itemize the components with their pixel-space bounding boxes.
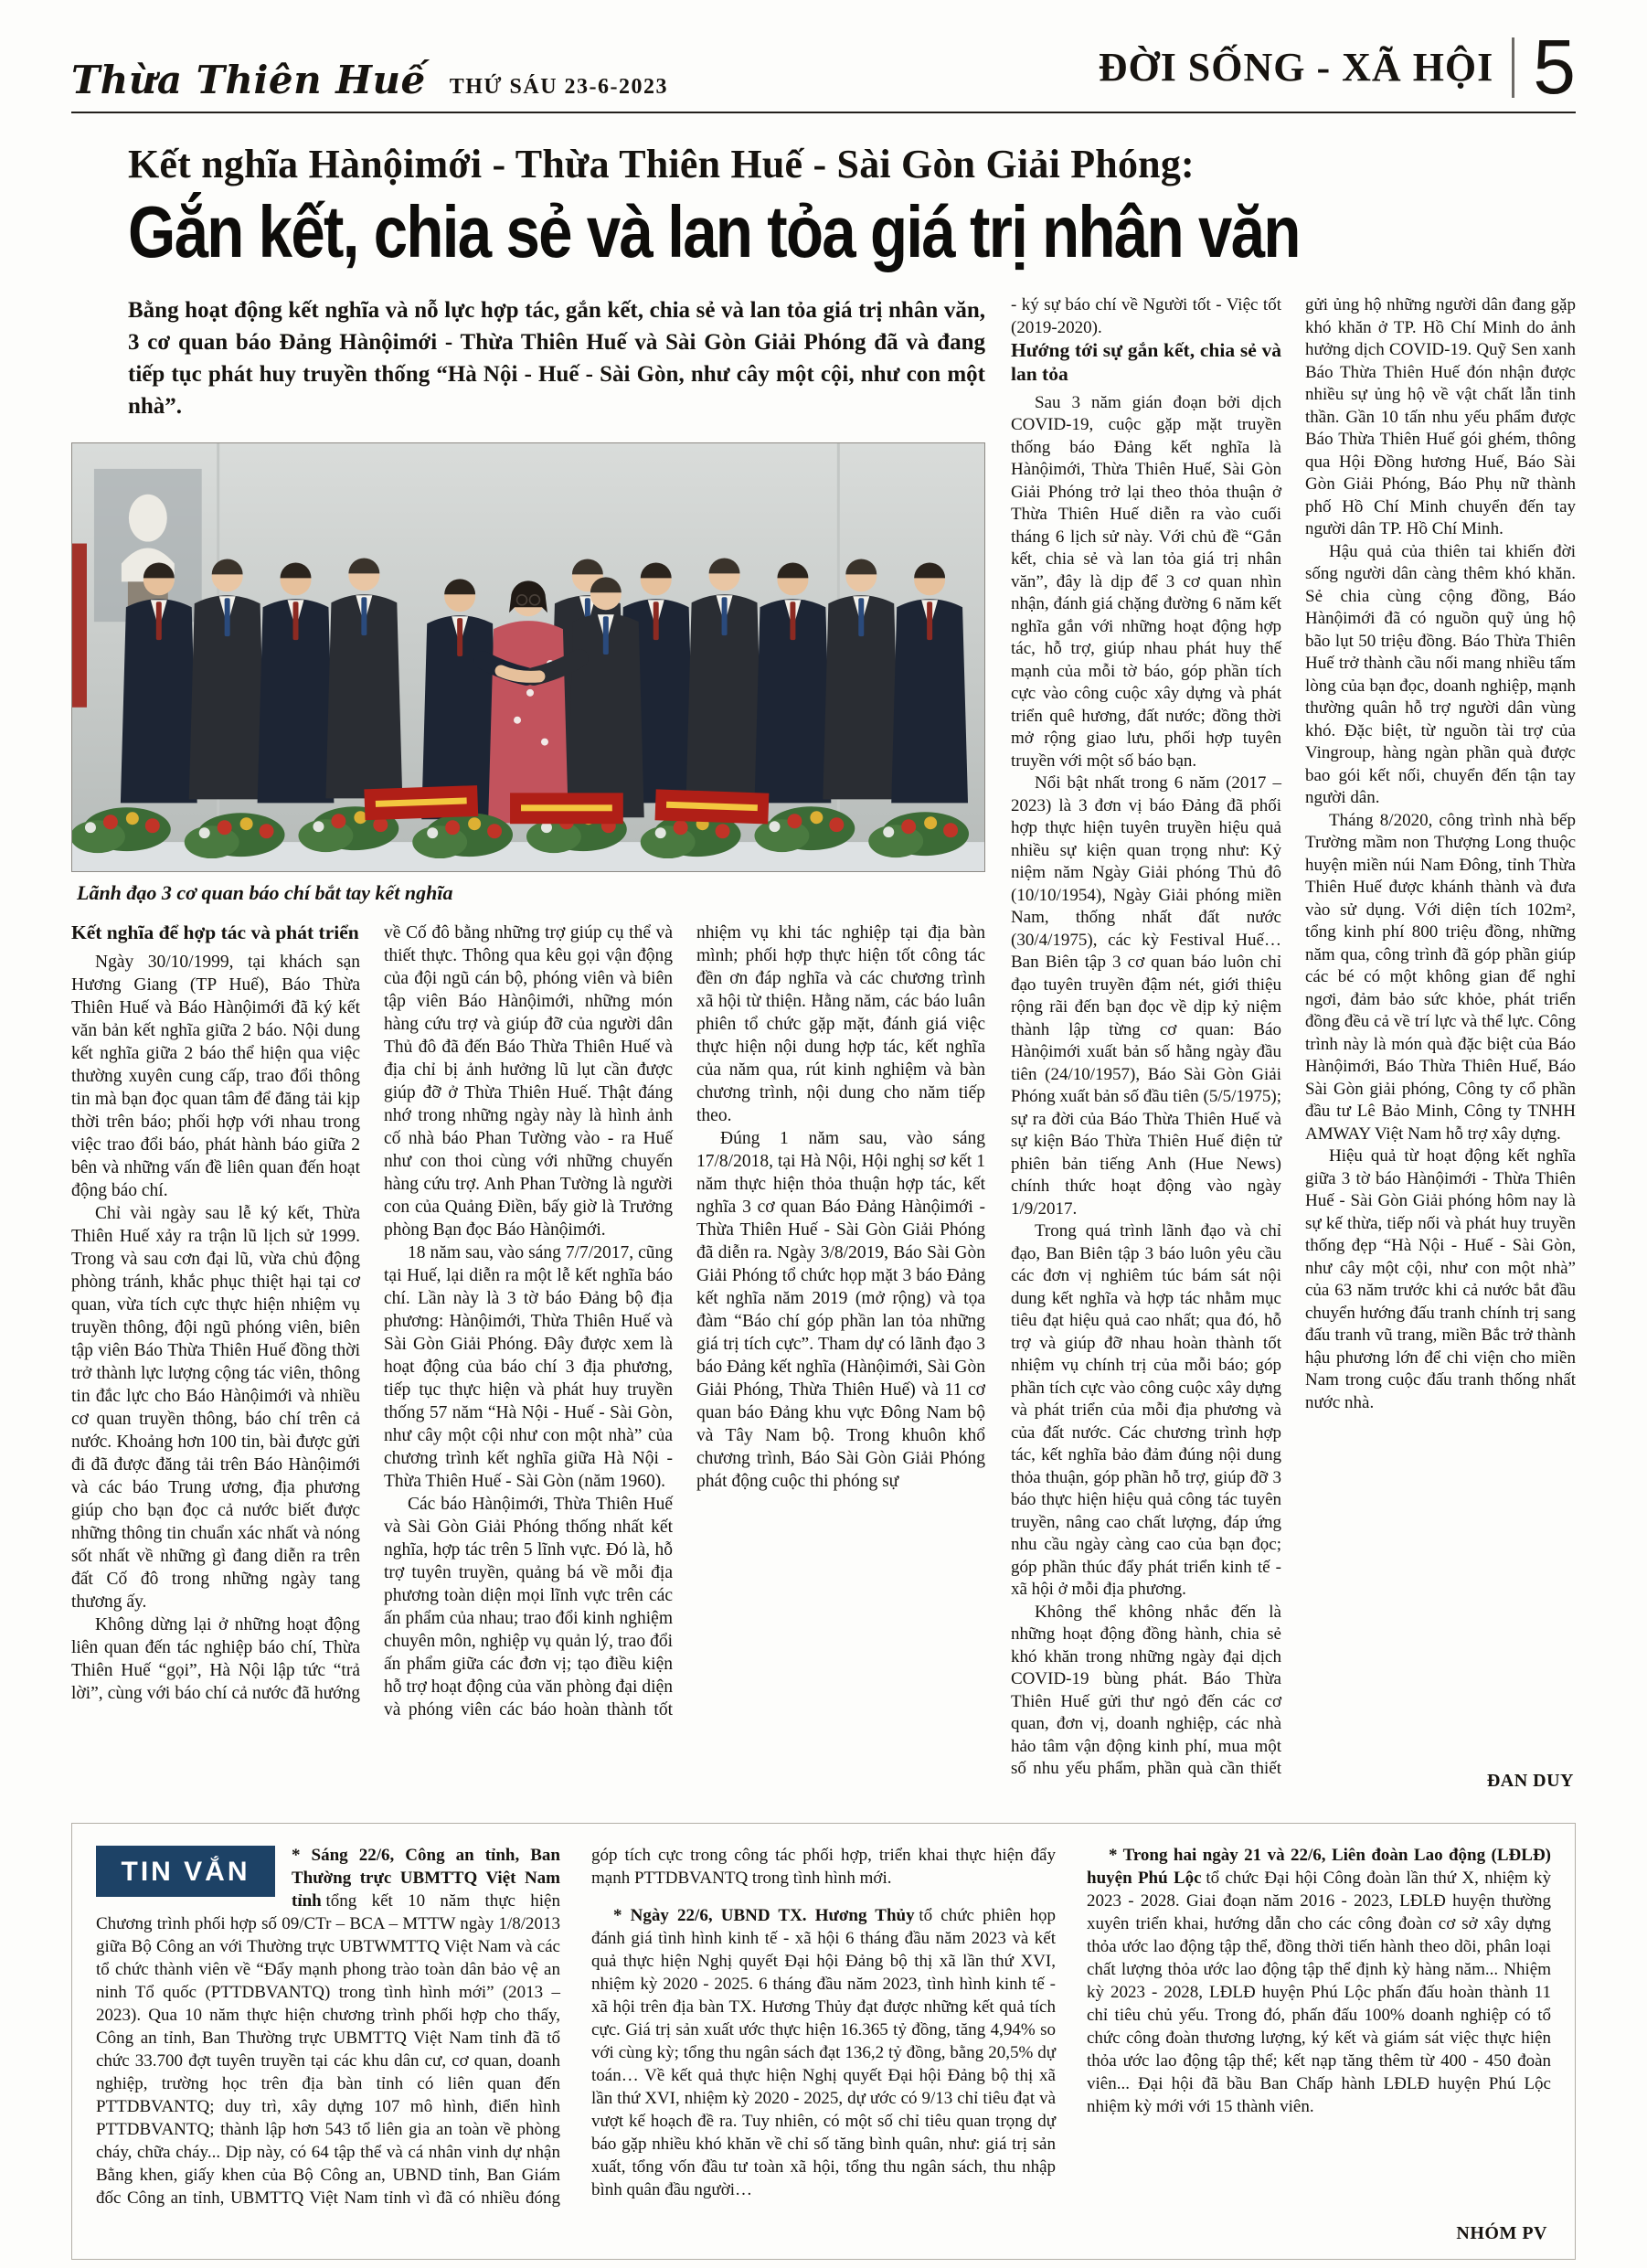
article-body-right-text (1011, 294, 1576, 1792)
newspaper-logo: Thừa Thiên Huế (71, 57, 426, 102)
subhead-right: Hướng tới sự gắn kết, chia sẻ và lan tỏa (1011, 339, 1281, 385)
paragraph: Các báo Hànộimới, Thừa Thiên Huế và Sài Gòn Giải Phóng thống nhất kết nghĩa, hợp tác trên 5 lĩnh vực. Đó là, hỗ trợ tuyên truyền, quảng bá về mỗi địa phương toàn diện mọi lĩnh vực trên các ấn phẩm của nhau; trao đổi kinh nghiệm chuyên môn, nghiệp vụ quản lý, trao đổi ấn phẩm giữa các đơn vị; tạo điều kiện hỗ trợ hoạt động của văn phòng đại diện và phóng viên các báo hoàn thành tốt nhiệm vụ khi tác nghiệp tại địa bàn mình; phối hợp thực hiện tốt công tác đền ơn đáp nghĩa và các chương trình xã hội từ thiện. Hằng năm, các báo luân phiên tổ chức gặp mặt, đánh giá việc thực hiện nội dung hợp tác, kết nghĩa của năm qua, rút kinh nghiệm và bàn chương trình, nội dung cho năm tiếp theo. (384, 923, 985, 1720)
paragraph: Nổi bật nhất trong 6 năm (2017 – 2023) là 3 đơn vị báo Đảng đã phối hợp thực hiện tuyên truyền hiệu quả nhiều sự kiện quan trọng như: Kỷ niệm năm Ngày Giải phóng Thủ đô (10/10/1954), Ngày Giải phóng miền Nam, thống nhất đất nước (30/4/1975), các kỳ Festival Huế… Ban Biên tập 3 cơ quan báo luôn chỉ đạo tuyên truyền đậm nét, giới thiệu rộng rãi đến bạn đọc về dịp kỷ niệm thành lập từng cơ quan: Báo Hànộimới xuất bản số hằng ngày đầu tiên (24/10/1957), Báo Sài Gòn Giải Phóng xuất bản số đầu tiên (5/5/1975); sự ra đời của Báo Thừa Thiên Huế và sự kiện Báo Thừa Thiên Huế điện tử phiên bản tiếng Anh (Hue News) chính thức hoạt động vào ngày 1/9/2017. (1011, 773, 1281, 1219)
news-briefs-byline: NHÓM PV (1447, 2223, 1547, 2244)
right-paragraphs (1011, 294, 1576, 1792)
page-number-divider (1512, 37, 1514, 98)
news-briefs-badge: TIN VẮN (96, 1846, 275, 1897)
page-number: 5 (1533, 24, 1576, 110)
article-right-column (1011, 294, 1576, 1792)
issue-date: THỨ SÁU 23-6-2023 (449, 74, 669, 99)
article-body (71, 294, 1576, 1792)
subhead-left: Kết nghĩa để hợp tác và phát triển (71, 921, 359, 944)
article-headline (128, 190, 1576, 272)
masthead (71, 24, 1576, 113)
left-paragraphs (71, 921, 985, 1726)
paragraph: Hiệu quả từ hoạt động kết nghĩa giữa 3 tờ báo Hànộimới - Thừa Thiên Huế - Sài Gòn Giải phóng hôm nay là sự kế thừa, tiếp nối và phát huy truyền thống đẹp “Hà Nội - Huế - Sài Gòn, như cây một cội, như con một nhà” của 63 năm trước khi cả nước bắt đầu chuyển hướng đấu tranh chính trị sang đấu tranh vũ trang, miền Bắc trở thành hậu phương lớn để chi viện cho miền Nam trong cuộc đấu tranh thống nhất nước nhà. (1305, 1146, 1576, 1412)
paragraph: 18 năm sau, vào sáng 7/7/2017, cũng tại Huế, lại diễn ra một lễ kết nghĩa báo chí. Lần này là 3 tờ báo Đảng bộ địa phương: Hànộimới, Thừa Thiên Huế và Sài Gòn Giải Phóng. Đây được xem là hoạt động của báo chí 3 địa phương, tiếp tục thực hiện và phát huy truyền thống 57 năm “Hà Nội - Huế - Sài Gòn, như cây một cội như con một nhà” của chương trình kết nghĩa giữa Hà Nội - Thừa Thiên Huế - Sài Gòn (năm 1960). (384, 1243, 673, 1492)
paragraph: Trong quá trình lãnh đạo và chỉ đạo, Ban Biên tập 3 báo luôn yêu cầu các đơn vị nghiêm túc bám sát nội dung kết nghĩa và hợp tác nhằm mục tiêu đạt hiệu quả cao nhất; qua đó, hỗ trợ và giúp đỡ nhau hoàn thành tốt nhiệm vụ chính trị của mỗi báo; góp phần tích cực vào công cuộc xây dựng và phát triển của mỗi địa phương và của đất nước. Các chương trình hợp tác, kết nghĩa bảo đảm đúng nội dung thỏa thuận, góp phần hỗ trợ, giúp đỡ 3 báo thực hiện hiệu quả công tác tuyên truyền, nâng cao chất lượng, đáp ứng nhu cầu ngày càng cao của bạn đọc; góp phần thúc đẩy phát triển kinh tế - xã hội ở mỗi địa phương. (1011, 1221, 1281, 1600)
news-briefs-columns (96, 1844, 1551, 2241)
paragraph: Đúng 1 năm sau, vào sáng 17/8/2018, tại Hà Nội, Hội nghị sơ kết 1 năm thực hiện thỏa thuận hợp tác, kết nghĩa 3 cơ quan Báo Đảng Hànộimới - Thừa Thiên Huế - Sài Gòn Giải Phóng đã diễn ra. Ngày 3/8/2019, Báo Sài Gòn Giải Phóng tổ chức họp mặt 3 báo Đảng kết nghĩa năm 2019 (mở rộng) và tọa đàm “Báo chí góp phần lan tỏa những giá trị tích cực”. Tham dự có lãnh đạo 3 báo Đảng kết nghĩa (Hànộimới, Sài Gòn Giải Phóng, Thừa Thiên Huế) và 11 cơ quan báo Đảng khu vực Đông Nam bộ và Tây Nam bộ. Trong khuôn khổ chương trình, Báo Sài Gòn Giải Phóng phát động cuộc thi phóng sự (696, 1129, 985, 1492)
paragraph: Không thể không nhắc đến là những hoạt động đồng hành, chia sẻ khó khăn trong những ngày đại dịch COVID-19 bùng phát. Báo Thừa Thiên Huế gửi thư ngỏ đến các cơ quan, đơn vị, doanh nghiệp, các nhà hảo tâm vận động kinh phí, mua một số nhu yếu phẩm, phần quà cần thiết gửi ủng hộ những người dân đang gặp khó khăn ở TP. Hồ Chí Minh do ảnh hưởng dịch COVID-19. Quỹ Sen xanh Báo Thừa Thiên Huế đón nhận được nhiều sự ủng hộ về vật chất lẫn tinh thần. Gần 10 tấn nhu yếu phẩm được Báo Thừa Thiên Huế gói ghém, thông qua Hội Đồng hương Huế, Báo Sài Gòn Giải Phóng, Báo Phụ nữ thành phố Hồ Chí Minh chuyển đến tay người dân TP. Hồ Chí Minh. (1011, 295, 1576, 1779)
section-title: ĐỜI SỐNG - XÃ HỘI (1098, 45, 1494, 91)
article-left-column (71, 294, 985, 1792)
news-briefs-section (71, 1823, 1576, 2260)
brief-item-text: tổ chức phiên họp đánh giá tình hình kinh tế - xã hội 6 tháng đầu năm 2023 và kết quả thực hiện Nghị quyết Đại hội Đảng bộ thị xã lần thứ XVI, nhiệm kỳ 2020 - 2025. 6 tháng đầu năm 2023, tình hình kinh tế - xã hội trên địa bàn TX. Hương Thủy đạt được những kết quả tích cực. Giá trị sản xuất ước thực hiện 16.365 tỷ đồng, tăng 4,94% so với cùng kỳ; tổng thu ngân sách đạt 136,2 tỷ đồng, bằng 20,5% dự toán… Về kết quả thực hiện Nghị quyết Đại hội Đảng bộ thị xã lần thứ XVI, nhiệm kỳ 2020 - 2025, dự ước có 9/13 chỉ tiêu đạt và vượt kế hoạch đề ra. Tuy nhiên, có một số chỉ tiêu quan trọng dự báo gặp nhiều khó khăn về chỉ số tăng bình quân, như: giá trị sản xuất, tổng vốn đầu tư toàn xã hội, tổng thu ngân sách, thu nhập bình quân đầu người… (591, 1906, 1057, 2200)
continuation-line: - ký sự báo chí về Người tốt - Việc tốt (2019-2020). (1011, 295, 1281, 337)
article-byline: ĐAN DUY (1478, 1771, 1574, 1792)
article-photo (71, 442, 985, 872)
article-headline-text: Gắn kết, chia sẻ và lan tỏa giá trị nhân văn (128, 190, 1300, 272)
brief-item-text: tổ chức Đại hội Công đoàn lần thứ X, nhiệm kỳ 2023 - 2028. Giai đoạn năm 2016 - 2023, LĐLĐ huyện thường xuyên triển khai, hướng dẫn cho các công đoàn cơ sở xây dựng thỏa ước lao động tập thể, đồng thời tiến hành theo dõi, phân loại chất lượng thỏa ước lao động tập thể định kỳ hàng năm... Nhiệm kỳ 2023 - 2028, LĐLĐ huyện Phú Lộc phấn đấu hoàn thành 11 chỉ tiêu chủ yếu. Trong đó, phấn đấu 100% doanh nghiệp có tổ chức công đoàn thương lượng, ký kết và giám sát việc thực hiện thỏa ước lao động tập thể; kết nạp tăng thêm từ 400 - 450 đoàn viên... Đại hội đã bầu Ban Chấp hành LĐLĐ huyện Phú Lộc nhiệm kỳ mới với 15 thành viên. (1087, 1869, 1551, 2117)
masthead-left (71, 58, 668, 102)
article-body-left-text (71, 921, 985, 1726)
masthead-right (1098, 24, 1576, 110)
paragraph: Ngày 30/10/1999, tại khách sạn Hương Giang (TP Huế), Báo Thừa Thiên Huế và Báo Hànộimới đã ký kết văn bản kết nghĩa giữa 2 báo. Nội dung kết nghĩa giữa 2 báo thể hiện qua việc thường xuyên cung cấp, trao đổi thông tin mà bạn đọc quan tâm để đăng tải kịp thời trên báo; phối hợp với nhau trong việc trao đổi báo, phát hành báo giữa 2 bên và những vấn đề liên quan đến hoạt động báo chí. (71, 952, 360, 1200)
group-photo-illustration (72, 443, 984, 871)
brief-item-lead: * Trong hai ngày 21 và 22/6, Liên đoàn Lao động (LĐLĐ) huyện Phú Lộc (1087, 1846, 1551, 1889)
photo-caption: Lãnh đạo 3 cơ quan báo chí bắt tay kết nghĩa (77, 881, 453, 905)
brief-item (1087, 1844, 1551, 2118)
article-kicker: Kết nghĩa Hànộimới - Thừa Thiên Huế - Sài Gòn Giải Phóng: (128, 141, 1195, 186)
brief-item-text: tổng kết 10 năm thực hiện Chương trình phối hợp số 09/CTr – BCA – MTTW ngày 1/8/2013 giữa Bộ Công an với Thường trực UBTWMTTQ Việt Nam và các tổ chức thành viên về “Đẩy mạnh phong trào toàn dân bảo vệ an ninh Tổ quốc (PTTDBVANTQ) trong tình hình mới” (2013 – 2023). Qua 10 năm thực hiện chương trình phối hợp cho thấy, Công an tỉnh, Ban Thường trực UBMTTQ Việt Nam tỉnh đã tổ chức 33.700 đợt tuyên truyền tại các khu dân cư, cơ quan, doanh nghiệp, trường học trên địa bàn tỉnh có liên quan đến PTTDBVANTQ; duy trì, xây dựng 107 mô hình, điển hình PTTDBVANTQ; thành lập hơn 543 tổ liên gia an toàn về phòng cháy, chữa cháy... Dịp này, có 64 tập thể và cá nhân vinh dự nhận Bằng khen, giấy khen của Bộ Công an, UBND tỉnh, Ban Giám đốc Công an tỉnh, UBMTTQ Việt Nam tỉnh vì đã có nhiều đóng góp tích cực trong công tác phối hợp, triển khai thực hiện đẩy mạnh PTTDBVANTQ trong tình hình mới. (96, 1846, 1056, 2209)
article-lede: Bằng hoạt động kết nghĩa và nỗ lực hợp tác, gắn kết, chia sẻ và lan tỏa giá trị nhân văn, 3 cơ quan báo Đảng Hànộimới - Thừa Thiên Huế và Sài Gòn Giải Phóng đã và đang tiếp tục phát huy truyền thống “Hà Nội - Huế - Sài Gòn, như cây một cội, như con một nhà”. (128, 298, 985, 420)
paragraph: Chỉ vài ngày sau lễ ký kết, Thừa Thiên Huế xảy ra trận lũ lịch sử 1999. Trong và sau cơn đại lũ, vừa chủ động phòng tránh, khắc phục thiệt hại tại cơ quan, vừa tích cực thực hiện nhiệm vụ truyền thông, đội ngũ phóng viên, biên tập viên Báo Thừa Thiên Huế đồng thời trở thành lực lượng cộng tác viên, thông tin đắc lực cho Báo Hànộimới và nhiều cơ quan truyền thông, báo chí trên cả nước. Khoảng hơn 100 tin, bài được gửi đi đã được đăng tải trên Báo Hànộimới và các báo Trung ương, địa phương giúp cho bạn đọc cả nước biết được những thông tin chuẩn xác nhất và nóng sốt nhất về những gì đang diễn ra trên đất Cố đô trong những ngày tang thương ấy. (71, 1203, 360, 1612)
brief-item-lead: * Ngày 22/6, UBND TX. Hương Thủy (613, 1906, 915, 1926)
paragraph: Không dừng lại ở những hoạt động liên quan đến tác nghiệp báo chí, Thừa Thiên Huế “gọi”, Hà Nội lập tức “trả lời”, cùng với báo chí cả nước đã hướng về Cố đô bằng những trợ giúp cụ thể và thiết thực. Thông qua kêu gọi vận động của đội ngũ cán bộ, phóng viên và biên tập viên Báo Hànộimới, những món hàng cứu trợ và giúp đỡ của người dân Thủ đô đã đến Báo Thừa Thiên Huế và địa chỉ bị ảnh hưởng lũ lụt cần được giúp đỡ ở Thừa Thiên Huế. Thật đáng nhớ trong những ngày này là hình ảnh cố nhà báo Phan Tường vào - ra Huế như con thoi cùng với những chuyến hàng cứu trợ. Anh Phan Tường là người con của Quảng Điền, bấy giờ là Trưởng phòng Bạn đọc Báo Hànộimới. (71, 923, 673, 1703)
brief-item-lead: * Sáng 22/6, Công an tỉnh, Ban Thường trực UBMTTQ Việt Nam tỉnh (292, 1846, 560, 1911)
paragraph: Sau 3 năm gián đoạn bởi dịch COVID-19, cuộc gặp mặt truyền thống báo Đảng kết nghĩa là Hànộimới, Thừa Thiên Huế, Sài Gòn Giải Phóng trở lại theo thỏa thuận ở Thừa Thiên Huế diễn ra vào cuối tháng 6 lịch sử này. Với chủ đề “Gắn kết, chia sẻ và lan tỏa giá trị nhân văn”, đây là dịp để 3 cơ quan nhìn nhận, đánh giá chặng đường 6 năm kết nghĩa gắn với những hoạt động hợp tác, hỗ trợ, giúp nhau phát huy thế mạnh của mỗi tờ báo, góp phần tích cực vào công cuộc xây dựng và phát triển quê hương, đất nước; đồng thời mở rộng giao lưu, phối hợp tuyên truyền với một số báo bạn. (1011, 392, 1281, 771)
paragraph: Hậu quả của thiên tai khiến đời sống người dân càng thêm khó khăn. Sẻ chia cùng cộng đồng, Báo Hànộimới đã có nguồn quỹ ủng hộ bão lụt 50 triệu đồng. Báo Thừa Thiên Huế trở thành cầu nối mang nhiều tấm lòng của bạn đọc, doanh nghiệp, mạnh thường quân hỗ trợ người dân vùng khó. Đặc biệt, từ nguồn tài trợ của Vingroup, hàng ngàn phần quà được bao gói kết nối, chuyển đến tận tay người dân. (1305, 541, 1576, 808)
brief-item (591, 1904, 1056, 2201)
paragraph: Tháng 8/2020, công trình nhà bếp Trường mầm non Thượng Long thuộc huyện miền núi Nam Đông, tỉnh Thừa Thiên Huế được khánh thành và đưa vào sử dụng. Với diện tích 102m², tổng kinh phí 800 triệu đồng, những năm qua, công trình đã góp phần giúp các bé có một không gian để nghỉ ngơi, đảm bảo sức khỏe, phát triển đồng đều cả về trí lực và thể lực. Công trình này là món quà đặc biệt của Báo Hànộimới, Báo Thừa Thiên Huế, Báo Sài Gòn giải phóng, Công ty cổ phần đầu tư Lê Bảo Minh, Công ty TNHH AMWAY Việt Nam hỗ trợ xây dựng. (1305, 810, 1576, 1144)
